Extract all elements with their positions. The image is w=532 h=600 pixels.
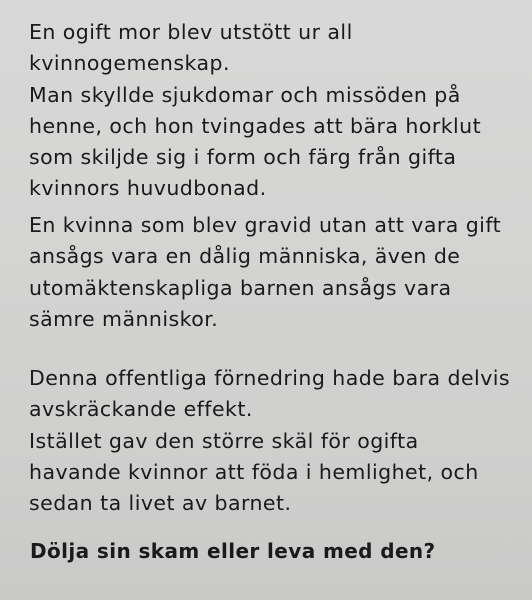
paragraph-unwed-mother bbox=[29, 17, 481, 205]
text-line: Istället gav den större skäl för ogifta bbox=[29, 428, 419, 453]
text-line: utomäktenskapliga barnen ansågs vara bbox=[29, 275, 452, 300]
text-line: Man skyllde sjukdomar och missöden på bbox=[29, 82, 461, 107]
text-line: kvinnors huvudbonad. bbox=[29, 176, 267, 201]
text-line: En kvinna som blev gravid utan att vara gift bbox=[29, 213, 502, 237]
text-line: ansågs vara en dålig människa, även de bbox=[29, 244, 461, 269]
text-line: sedan ta livet av barnet. bbox=[29, 491, 292, 516]
text-line: avskräckande effekt. bbox=[29, 397, 253, 422]
text-line: som skiljde sig i form och färg från gifta bbox=[29, 145, 457, 170]
text-line: henne, och hon tvingades att bära horklut bbox=[29, 113, 482, 138]
text-line: En ogift mor blev utstött ur all bbox=[29, 20, 353, 44]
text-line: sämre människor. bbox=[29, 306, 219, 331]
text-line: Denna offentliga förnedring hade bara delvis bbox=[29, 366, 511, 390]
text-line: havande kvinnor att föda i hemlighet, och bbox=[29, 459, 479, 484]
paragraph-public-humiliation bbox=[29, 363, 510, 519]
paragraph-pregnant-woman bbox=[29, 210, 501, 335]
text-line: kvinnogemenskap. bbox=[29, 51, 230, 76]
closing-question: Dölja sin skam eller leva med den? bbox=[30, 539, 436, 563]
